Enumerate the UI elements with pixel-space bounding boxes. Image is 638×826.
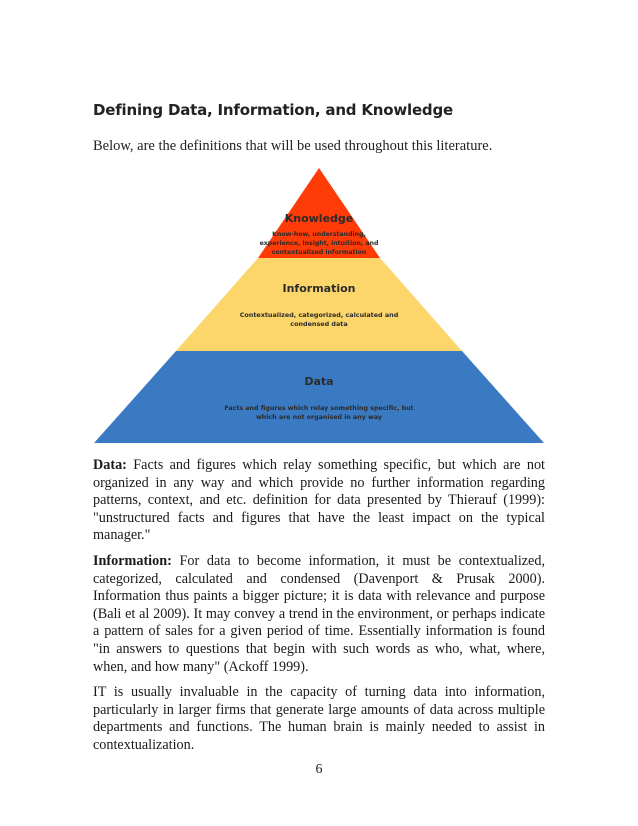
information-definition-paragraph (93, 553, 545, 676)
data-term: Data: (93, 457, 127, 473)
pyramid-data-layer (94, 351, 544, 443)
it-paragraph-text: IT is usually invaluable in the capacity of turning data into information, particularly in larger firms that generate large amounts of data across multiple departments and functions. The human brain is mainly needed to assist in contextualization. (93, 684, 545, 753)
intro-text: Below, are the definitions that will be used throughout this literature. (93, 138, 493, 154)
information-line-2: condensed data (290, 320, 348, 328)
knowledge-line-2: experience, insight, intuition, and (259, 240, 379, 247)
knowledge-line-3: contextualized information (271, 249, 367, 256)
information-definition-text: For data to become information, it must be contextualized, categorized, calculated and condensed (Davenport & Prusak 2000). Information thus paints a bigger picture; it is data with relevance and purpose (Bali et al 2009). It may convey a trend in the environment, or perhaps indicate a pattern of sales for a given period of time. Essentially information is found "in answers to questions that begin with such words as who, what, where, when, and how many" (Ackoff 1999). (93, 553, 545, 675)
data-line-2: which are not organised in any way (255, 414, 383, 421)
data-definition-paragraph (93, 457, 545, 545)
section-heading: Defining Data, Information, and Knowledge (93, 101, 453, 119)
knowledge-line-1: Know-how, understanding, (272, 231, 366, 238)
data-title: Data (304, 375, 334, 388)
data-line-1: Facts and figures which relay something specific, but (224, 405, 414, 412)
information-line-1: Contextualized, categorized, calculated and (239, 311, 399, 319)
information-term: Information: (93, 553, 172, 569)
data-definition-text: Facts and figures which relay something specific, but which are not organized in any way and which provide no further information regarding patterns, context, and etc. definition for data presented by Thierauf (1999): "unstructured facts and figures that have the least impact on the typical manager." (93, 457, 545, 544)
knowledge-title: Knowledge (284, 212, 354, 225)
dikw-pyramid (94, 166, 544, 446)
it-paragraph (93, 684, 545, 754)
information-title: Information (282, 282, 356, 295)
page-number: 6 (315, 762, 323, 777)
pyramid-information-layer (176, 258, 462, 351)
